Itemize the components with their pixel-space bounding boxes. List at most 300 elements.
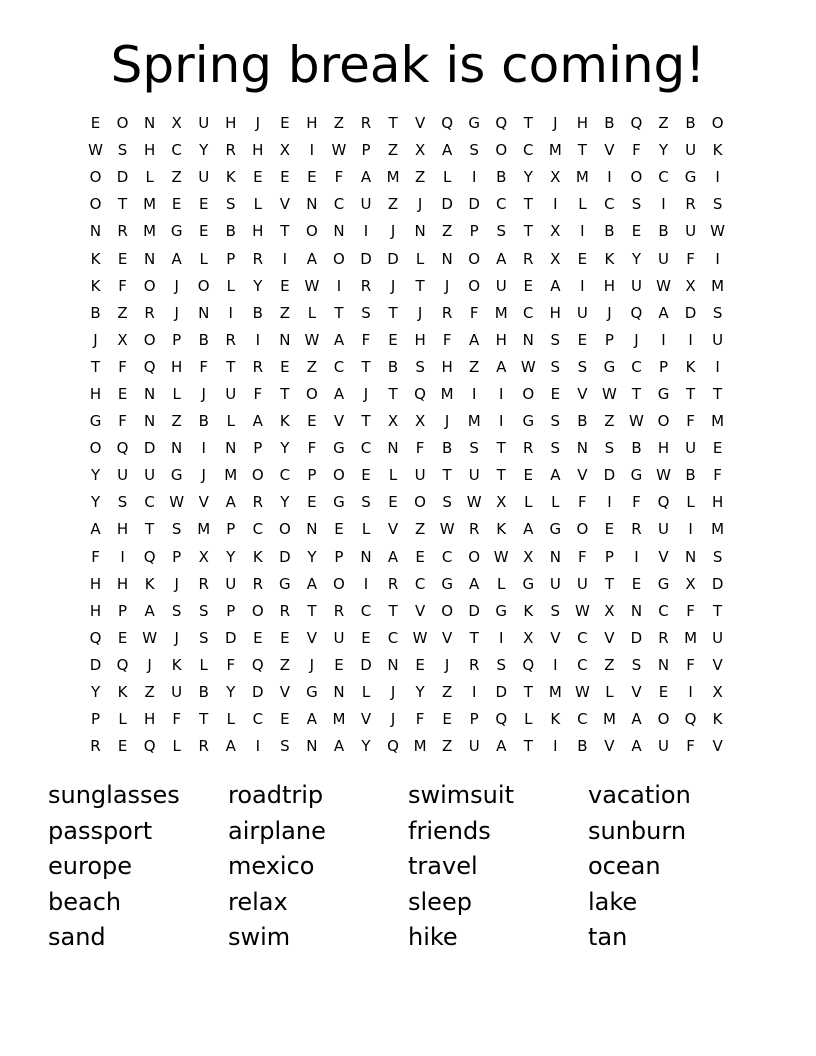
grid-letter: G <box>170 466 183 485</box>
grid-letter: B <box>198 683 209 702</box>
grid-letter: K <box>279 412 290 431</box>
word-list-item: sunglasses <box>48 781 180 809</box>
grid-letter: T <box>631 384 642 403</box>
grid-letter: J <box>390 683 396 702</box>
grid-letter: Z <box>279 303 290 322</box>
grid-letter: Z <box>441 683 453 702</box>
grid-letter: E <box>604 520 615 539</box>
grid-letter: B <box>90 303 101 322</box>
letter-grid <box>82 110 731 760</box>
grid-letter: E <box>523 466 534 485</box>
grid-letter: K <box>144 574 155 593</box>
grid-letter: F <box>578 493 587 512</box>
grid-letter: O <box>333 466 345 485</box>
grid-letter: P <box>604 330 614 349</box>
grid-letter: R <box>279 601 291 620</box>
grid-letter: F <box>686 601 695 620</box>
grid-letter: Z <box>279 655 290 674</box>
grid-letter: S <box>171 520 182 539</box>
grid-letter: D <box>89 655 102 674</box>
grid-letter: U <box>333 628 345 647</box>
grid-row <box>82 218 731 245</box>
grid-letter: D <box>360 249 372 268</box>
grid-letter: X <box>117 330 128 349</box>
grid-letter: R <box>360 114 372 133</box>
grid-letter: P <box>604 547 614 566</box>
grid-letter: L <box>172 384 181 403</box>
grid-letter: N <box>333 683 345 702</box>
grid-letter: O <box>143 330 156 349</box>
grid-letter: N <box>684 547 697 566</box>
grid-letter: O <box>305 222 318 241</box>
grid-letter: C <box>279 466 291 485</box>
grid-letter: T <box>334 303 344 322</box>
grid-letter: H <box>252 222 264 241</box>
grid-letter: E <box>117 249 128 268</box>
grid-letter: X <box>712 683 723 702</box>
grid-letter: W <box>304 330 320 349</box>
grid-letter: U <box>198 168 210 187</box>
grid-letter: D <box>360 655 372 674</box>
grid-row <box>82 516 731 543</box>
grid-letter: Y <box>280 439 290 458</box>
grid-letter: N <box>576 439 588 458</box>
grid-letter: E <box>171 195 182 214</box>
grid-letter: E <box>550 384 561 403</box>
grid-letter: S <box>631 195 642 214</box>
grid-letter: H <box>252 141 264 160</box>
word-list-item: beach <box>48 887 122 916</box>
grid-letter: O <box>333 249 345 268</box>
grid-letter: N <box>225 439 237 458</box>
grid-row <box>82 625 731 652</box>
grid-letter: I <box>607 168 612 187</box>
grid-letter: C <box>387 628 399 647</box>
grid-letter: U <box>549 574 561 593</box>
grid-letter: M <box>386 168 400 187</box>
grid-letter: P <box>253 439 263 458</box>
grid-letter: I <box>688 520 693 539</box>
grid-letter: V <box>414 601 426 620</box>
grid-letter: M <box>224 466 238 485</box>
grid-letter: U <box>630 276 642 295</box>
grid-letter: O <box>89 439 102 458</box>
word-list <box>48 778 768 956</box>
grid-letter: E <box>280 628 290 647</box>
grid-letter: H <box>495 330 507 349</box>
grid-letter: T <box>523 222 533 241</box>
grid-letter: F <box>199 357 209 376</box>
grid-letter: X <box>523 628 534 647</box>
grid-letter: L <box>118 710 127 729</box>
grid-letter: J <box>309 655 315 674</box>
grid-letter: L <box>524 710 533 729</box>
grid-letter: V <box>442 628 453 647</box>
grid-letter: E <box>117 737 128 756</box>
grid-letter: F <box>713 466 722 485</box>
grid-letter: T <box>280 222 290 241</box>
grid-letter: K <box>712 710 723 729</box>
grid-letter: K <box>523 601 534 620</box>
grid-letter: H <box>603 276 616 295</box>
grid-letter: T <box>145 520 155 539</box>
grid-row <box>82 462 731 489</box>
word-list-item: europe <box>48 852 132 880</box>
grid-letter: W <box>331 141 347 160</box>
grid-letter: F <box>118 357 127 376</box>
grid-row <box>82 273 731 300</box>
grid-letter: L <box>442 168 452 187</box>
grid-letter: C <box>577 628 588 647</box>
grid-letter: U <box>576 303 588 322</box>
grid-letter: U <box>685 222 697 241</box>
grid-letter: N <box>144 114 156 133</box>
grid-letter: B <box>577 737 588 756</box>
grid-letter: O <box>251 601 264 620</box>
grid-letter: A <box>225 493 236 512</box>
grid-letter: J <box>634 330 639 349</box>
grid-letter: C <box>171 141 182 160</box>
grid-letter: D <box>495 683 507 702</box>
word-list-item: tan <box>588 923 628 951</box>
grid-letter: O <box>630 168 643 187</box>
grid-letter: P <box>469 222 479 241</box>
grid-letter: O <box>305 384 318 403</box>
grid-letter: Y <box>415 683 425 702</box>
grid-letter: J <box>444 276 450 295</box>
grid-letter: E <box>361 628 371 647</box>
grid-letter: R <box>523 249 534 268</box>
grid-letter: I <box>688 683 693 702</box>
grid-letter: T <box>523 683 533 702</box>
grid-letter: E <box>198 222 209 241</box>
grid-letter: N <box>171 439 183 458</box>
grid-letter: G <box>657 384 670 403</box>
grid-letter: B <box>604 114 615 133</box>
grid-letter: M <box>332 710 346 729</box>
grid-letter: M <box>197 520 211 539</box>
grid-letter: A <box>469 574 480 593</box>
grid-letter: A <box>333 330 345 349</box>
grid-letter: Q <box>116 439 129 458</box>
grid-letter: G <box>657 574 670 593</box>
grid-letter: N <box>306 195 318 214</box>
grid-letter: V <box>414 114 426 133</box>
grid-letter: A <box>306 710 318 729</box>
word-list-item: vacation <box>588 781 691 809</box>
grid-letter: C <box>577 710 588 729</box>
word-list-item: relax <box>228 887 288 916</box>
grid-letter: K <box>225 168 236 187</box>
grid-letter: Z <box>604 655 615 674</box>
grid-letter: J <box>147 655 152 674</box>
grid-letter: C <box>360 601 372 620</box>
grid-letter: Q <box>116 655 129 674</box>
grid-letter: J <box>201 384 206 403</box>
grid-letter: C <box>441 547 453 566</box>
grid-letter: K <box>604 249 615 268</box>
grid-letter: O <box>657 710 670 729</box>
grid-letter: C <box>333 195 345 214</box>
grid-letter: G <box>684 168 697 187</box>
grid-letter: S <box>469 141 479 160</box>
grid-letter: R <box>198 574 209 593</box>
grid-letter: Y <box>90 493 101 512</box>
grid-letter: L <box>388 466 398 485</box>
grid-letter: K <box>90 276 101 295</box>
grid-letter: V <box>198 493 209 512</box>
grid-letter: M <box>548 683 562 702</box>
grid-letter: R <box>523 439 534 458</box>
grid-letter: E <box>253 628 263 647</box>
grid-letter: F <box>118 412 127 431</box>
grid-letter: G <box>495 601 508 620</box>
grid-letter: I <box>201 439 206 458</box>
grid-letter: W <box>574 683 590 702</box>
grid-letter: O <box>441 601 454 620</box>
grid-letter: E <box>631 574 642 593</box>
grid-letter: D <box>143 439 156 458</box>
grid-letter: A <box>387 547 399 566</box>
grid-letter: Y <box>199 141 209 160</box>
grid-letter: J <box>417 303 423 322</box>
page-title: Spring break is coming! <box>110 36 706 94</box>
grid-letter: N <box>333 222 345 241</box>
grid-letter: Y <box>90 683 101 702</box>
grid-letter: S <box>415 357 425 376</box>
grid-letter: A <box>496 357 507 376</box>
grid-letter: K <box>171 655 182 674</box>
grid-letter: F <box>118 276 127 295</box>
grid-letter: M <box>413 737 427 756</box>
grid-letter: E <box>631 222 642 241</box>
grid-letter: S <box>361 303 371 322</box>
grid-letter: I <box>580 222 585 241</box>
grid-row <box>82 706 731 733</box>
grid-letter: T <box>523 195 533 214</box>
grid-letter: Z <box>171 168 182 187</box>
grid-letter: B <box>198 330 209 349</box>
grid-letter: H <box>657 439 670 458</box>
grid-letter: P <box>226 520 236 539</box>
grid-letter: A <box>144 601 155 620</box>
word-list-item: sleep <box>408 887 472 916</box>
grid-letter: U <box>685 439 697 458</box>
grid-letter: G <box>333 439 345 458</box>
grid-letter: W <box>629 412 644 431</box>
grid-letter: W <box>656 276 671 295</box>
grid-letter: V <box>387 520 399 539</box>
grid-letter: U <box>468 466 480 485</box>
grid-letter: A <box>333 384 345 403</box>
grid-letter: J <box>444 655 450 674</box>
grid-letter: C <box>252 520 264 539</box>
grid-letter: A <box>469 330 480 349</box>
grid-letter: T <box>388 114 398 133</box>
grid-letter: C <box>144 493 155 512</box>
grid-letter: T <box>117 195 128 214</box>
grid-letter: H <box>143 710 156 729</box>
grid-letter: C <box>604 195 615 214</box>
grid-letter: S <box>496 222 506 241</box>
grid-letter: O <box>468 547 481 566</box>
grid-letter: O <box>711 114 724 133</box>
grid-letter: W <box>466 493 482 512</box>
grid-letter: F <box>632 493 641 512</box>
grid-letter: H <box>143 141 156 160</box>
grid-letter: L <box>524 493 533 512</box>
grid-letter: M <box>711 412 725 431</box>
grid-row <box>82 191 731 218</box>
grid-letter: S <box>225 195 236 214</box>
grid-letter: Q <box>251 655 264 674</box>
grid-letter: B <box>252 303 263 322</box>
grid-letter: V <box>712 655 723 674</box>
grid-letter: G <box>333 493 345 512</box>
grid-letter: J <box>174 628 179 647</box>
grid-letter: T <box>307 601 317 620</box>
grid-letter: I <box>715 168 720 187</box>
grid-letter: T <box>388 384 398 403</box>
grid-letter: T <box>199 710 209 729</box>
grid-letter: A <box>523 520 534 539</box>
grid-letter: H <box>414 330 426 349</box>
grid-letter: N <box>387 655 399 674</box>
grid-letter: Q <box>522 655 535 674</box>
grid-letter: Q <box>414 384 426 403</box>
grid-letter: W <box>142 628 158 647</box>
grid-letter: X <box>523 547 534 566</box>
grid-letter: Q <box>89 628 102 647</box>
grid-letter: P <box>226 249 236 268</box>
grid-letter: J <box>174 276 179 295</box>
grid-letter: H <box>89 574 102 593</box>
grid-letter: I <box>363 222 369 241</box>
grid-letter: P <box>658 357 669 376</box>
grid-letter: R <box>658 628 669 647</box>
grid-letter: E <box>334 655 344 674</box>
grid-letter: Q <box>630 303 643 322</box>
grid-letter: V <box>279 683 290 702</box>
grid-letter: A <box>252 412 263 431</box>
grid-letter: P <box>307 466 317 485</box>
grid-letter: C <box>414 574 426 593</box>
grid-letter: G <box>279 574 291 593</box>
grid-letter: S <box>712 547 723 566</box>
grid-letter: W <box>656 466 671 485</box>
word-list-item: swimsuit <box>408 781 514 809</box>
grid-letter: F <box>686 412 695 431</box>
grid-letter: E <box>280 114 290 133</box>
grid-letter: U <box>198 114 210 133</box>
grid-letter: X <box>685 276 696 295</box>
grid-letter: Z <box>171 412 182 431</box>
grid-letter: S <box>171 601 182 620</box>
grid-letter: H <box>116 520 129 539</box>
grid-letter: N <box>414 222 426 241</box>
grid-letter: S <box>280 737 290 756</box>
grid-letter: O <box>116 114 129 133</box>
grid-row <box>82 164 731 191</box>
grid-letter: H <box>225 114 237 133</box>
grid-letter: K <box>712 141 723 160</box>
grid-letter: Z <box>441 222 453 241</box>
grid-letter: L <box>497 574 506 593</box>
grid-letter: J <box>390 222 396 241</box>
grid-letter: T <box>523 737 533 756</box>
grid-letter: L <box>253 195 262 214</box>
grid-letter: I <box>499 412 504 431</box>
grid-letter: L <box>578 195 587 214</box>
grid-letter: H <box>89 601 102 620</box>
grid-letter: A <box>306 249 318 268</box>
grid-letter: N <box>144 412 156 431</box>
grid-letter: Y <box>361 737 371 756</box>
grid-letter: Q <box>495 710 508 729</box>
grid-letter: N <box>89 222 102 241</box>
word-list-item: friends <box>408 816 491 845</box>
grid-letter: U <box>144 466 156 485</box>
grid-letter: E <box>117 628 128 647</box>
grid-letter: O <box>414 493 426 512</box>
grid-letter: X <box>414 141 426 160</box>
grid-letter: R <box>252 249 264 268</box>
grid-letter: P <box>172 547 182 566</box>
grid-letter: A <box>306 574 318 593</box>
grid-letter: E <box>90 114 101 133</box>
grid-letter: A <box>658 303 669 322</box>
grid-letter: I <box>228 303 233 322</box>
grid-letter: Z <box>604 412 615 431</box>
grid-letter: K <box>117 683 128 702</box>
grid-letter: R <box>225 141 236 160</box>
grid-letter: U <box>225 574 237 593</box>
grid-letter: B <box>387 357 399 376</box>
grid-letter: A <box>550 466 561 485</box>
grid-letter: M <box>602 710 616 729</box>
grid-letter: T <box>361 357 371 376</box>
grid-letter: Y <box>523 168 533 187</box>
grid-letter: U <box>712 330 724 349</box>
grid-letter: H <box>171 357 183 376</box>
grid-letter: F <box>172 710 181 729</box>
grid-letter: Z <box>441 737 453 756</box>
grid-letter: Q <box>143 547 156 566</box>
grid-letter: V <box>577 466 588 485</box>
grid-letter: M <box>548 141 562 160</box>
grid-letter: H <box>306 114 318 133</box>
grid-letter: V <box>712 737 723 756</box>
grid-letter: T <box>577 141 587 160</box>
grid-letter: Q <box>387 737 399 756</box>
grid-letter: N <box>279 330 291 349</box>
grid-letter: I <box>255 737 261 756</box>
grid-letter: B <box>496 168 507 187</box>
grid-letter: O <box>89 168 102 187</box>
grid-letter: R <box>387 574 399 593</box>
grid-letter: Z <box>469 357 480 376</box>
grid-letter: P <box>118 601 128 620</box>
word-list-item: passport <box>48 816 153 845</box>
grid-letter: N <box>387 439 399 458</box>
grid-letter: D <box>603 466 616 485</box>
grid-letter: D <box>116 168 129 187</box>
grid-letter: E <box>307 412 317 431</box>
grid-letter: L <box>551 493 560 512</box>
grid-letter: H <box>711 493 724 512</box>
grid-letter: S <box>631 655 642 674</box>
grid-letter: T <box>226 357 236 376</box>
